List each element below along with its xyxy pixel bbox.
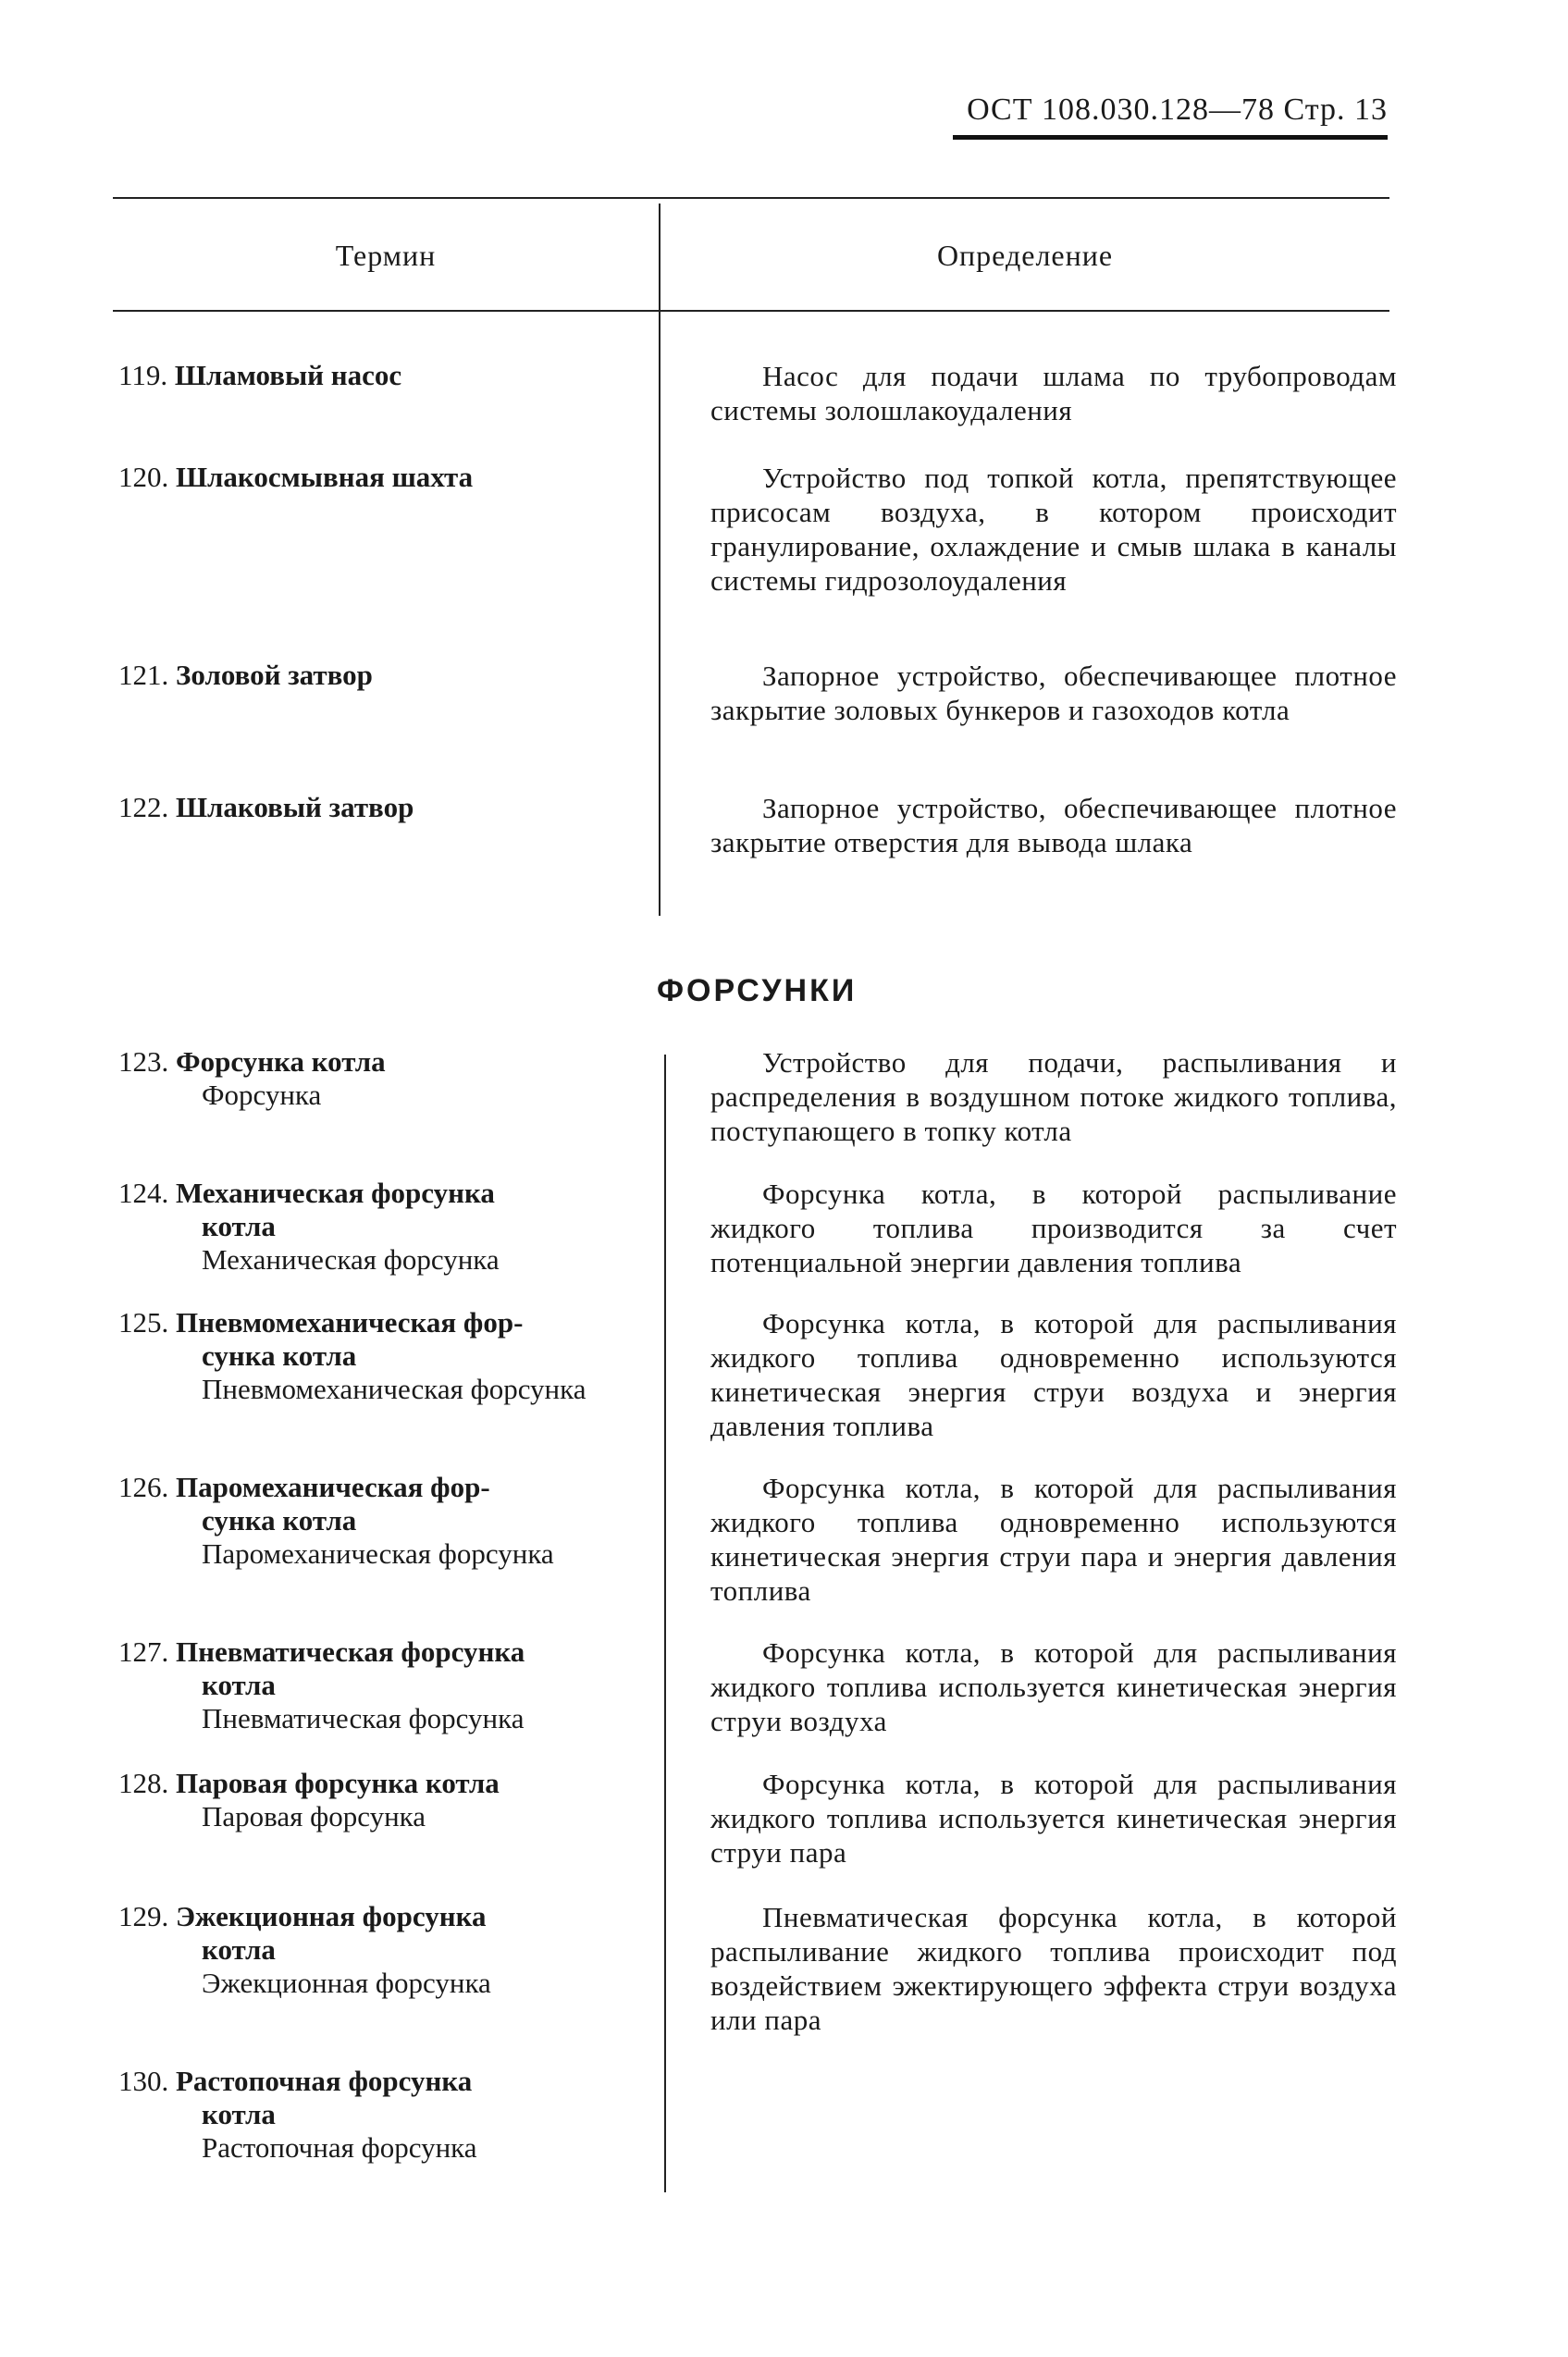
term-125: 125. Пневмомеханическая фор- сунка котла Пневмомеханическая форсунка [118, 1306, 586, 1405]
column-header-term: Термин [335, 239, 437, 272]
term-121: 121. Золовой затвор [118, 659, 373, 691]
term-127: 127. Пневматическая форсунка котла Пневматическая форсунка [118, 1635, 525, 1734]
definition-128: Форсунка котла, в которой для распыливания жидкого топлива используется кинетическая энергия струи пара [710, 1768, 1397, 1869]
definition-120: Устройство под топкой котла, препятствующее присосам воздуха, в котором происходит гранулирование, охлаждение и смыв шлака в каналы системы гидрозолоудаления [710, 462, 1397, 597]
term-128: 128. Паровая форсунка котла Паровая форсунка [118, 1767, 500, 1833]
definition-126: Форсунка котла, в которой для распыливания жидкого топлива одновременно используются кинетическая энергия струи пара и энергия давления топлива [710, 1472, 1397, 1607]
definition-123: Устройство для подачи, распыливания и распределения в воздушном потоке жидкого топлива, поступающего в топку котла [710, 1046, 1397, 1147]
definition-121: Запорное устройство, обеспечивающее плотное закрытие золовых бункеров и газоходов котла [710, 660, 1397, 726]
definition-129: Пневматическая форсунка котла, в которой распыливание жидкого топлива происходит под воздействием эжектирующего эффекта струи воздуха или пара [710, 1901, 1397, 2036]
term-122: 122. Шлаковый затвор [118, 791, 414, 823]
term-123: 123. Форсунка котла Форсунка [118, 1045, 386, 1111]
column-header-definition: Определение [936, 239, 1114, 272]
definition-125: Форсунка котла, в которой для распыливания жидкого топлива одновременно используются кинетическая энергия струи воздуха и энергия давления топлива [710, 1307, 1397, 1442]
column-divider-bottom [664, 1055, 666, 2192]
term-120: 120. Шлакосмывная шахта [118, 461, 474, 493]
definition-127: Форсунка котла, в которой для распыливания жидкого топлива используется кинетическая энергия струи воздуха [710, 1636, 1397, 1737]
term-119: 119. Шламовый насос [118, 359, 402, 391]
definition-124: Форсунка котла, в которой распыливание жидкого топлива производится за счет потенциальной энергии давления топлива [710, 1178, 1397, 1278]
term-130: 130. Растопочная форсунка котла Растопочная форсунка [118, 2065, 477, 2164]
document-code: ОСТ 108.030.128—78 Стр. 13 [967, 93, 1388, 127]
term-124: 124. Механическая форсунка котла Механическая форсунка [118, 1177, 500, 1276]
term-129: 129. Эжекционная форсунка котла Эжекционная форсунка [118, 1900, 491, 1999]
column-divider-top [659, 204, 661, 916]
table-top-rule [113, 197, 1389, 199]
definition-119: Насос для подачи шлама по трубопроводам системы золошлакоудаления [710, 360, 1397, 426]
header-underline [953, 135, 1388, 140]
definition-122: Запорное устройство, обеспечивающее плотное закрытие отверстия для вывода шлака [710, 792, 1397, 858]
table-header-rule [113, 310, 1389, 312]
section-title: ФОРСУНКИ [657, 973, 858, 1008]
term-126: 126. Паромеханическая фор- сунка котла Паромеханическая форсунка [118, 1471, 554, 1570]
